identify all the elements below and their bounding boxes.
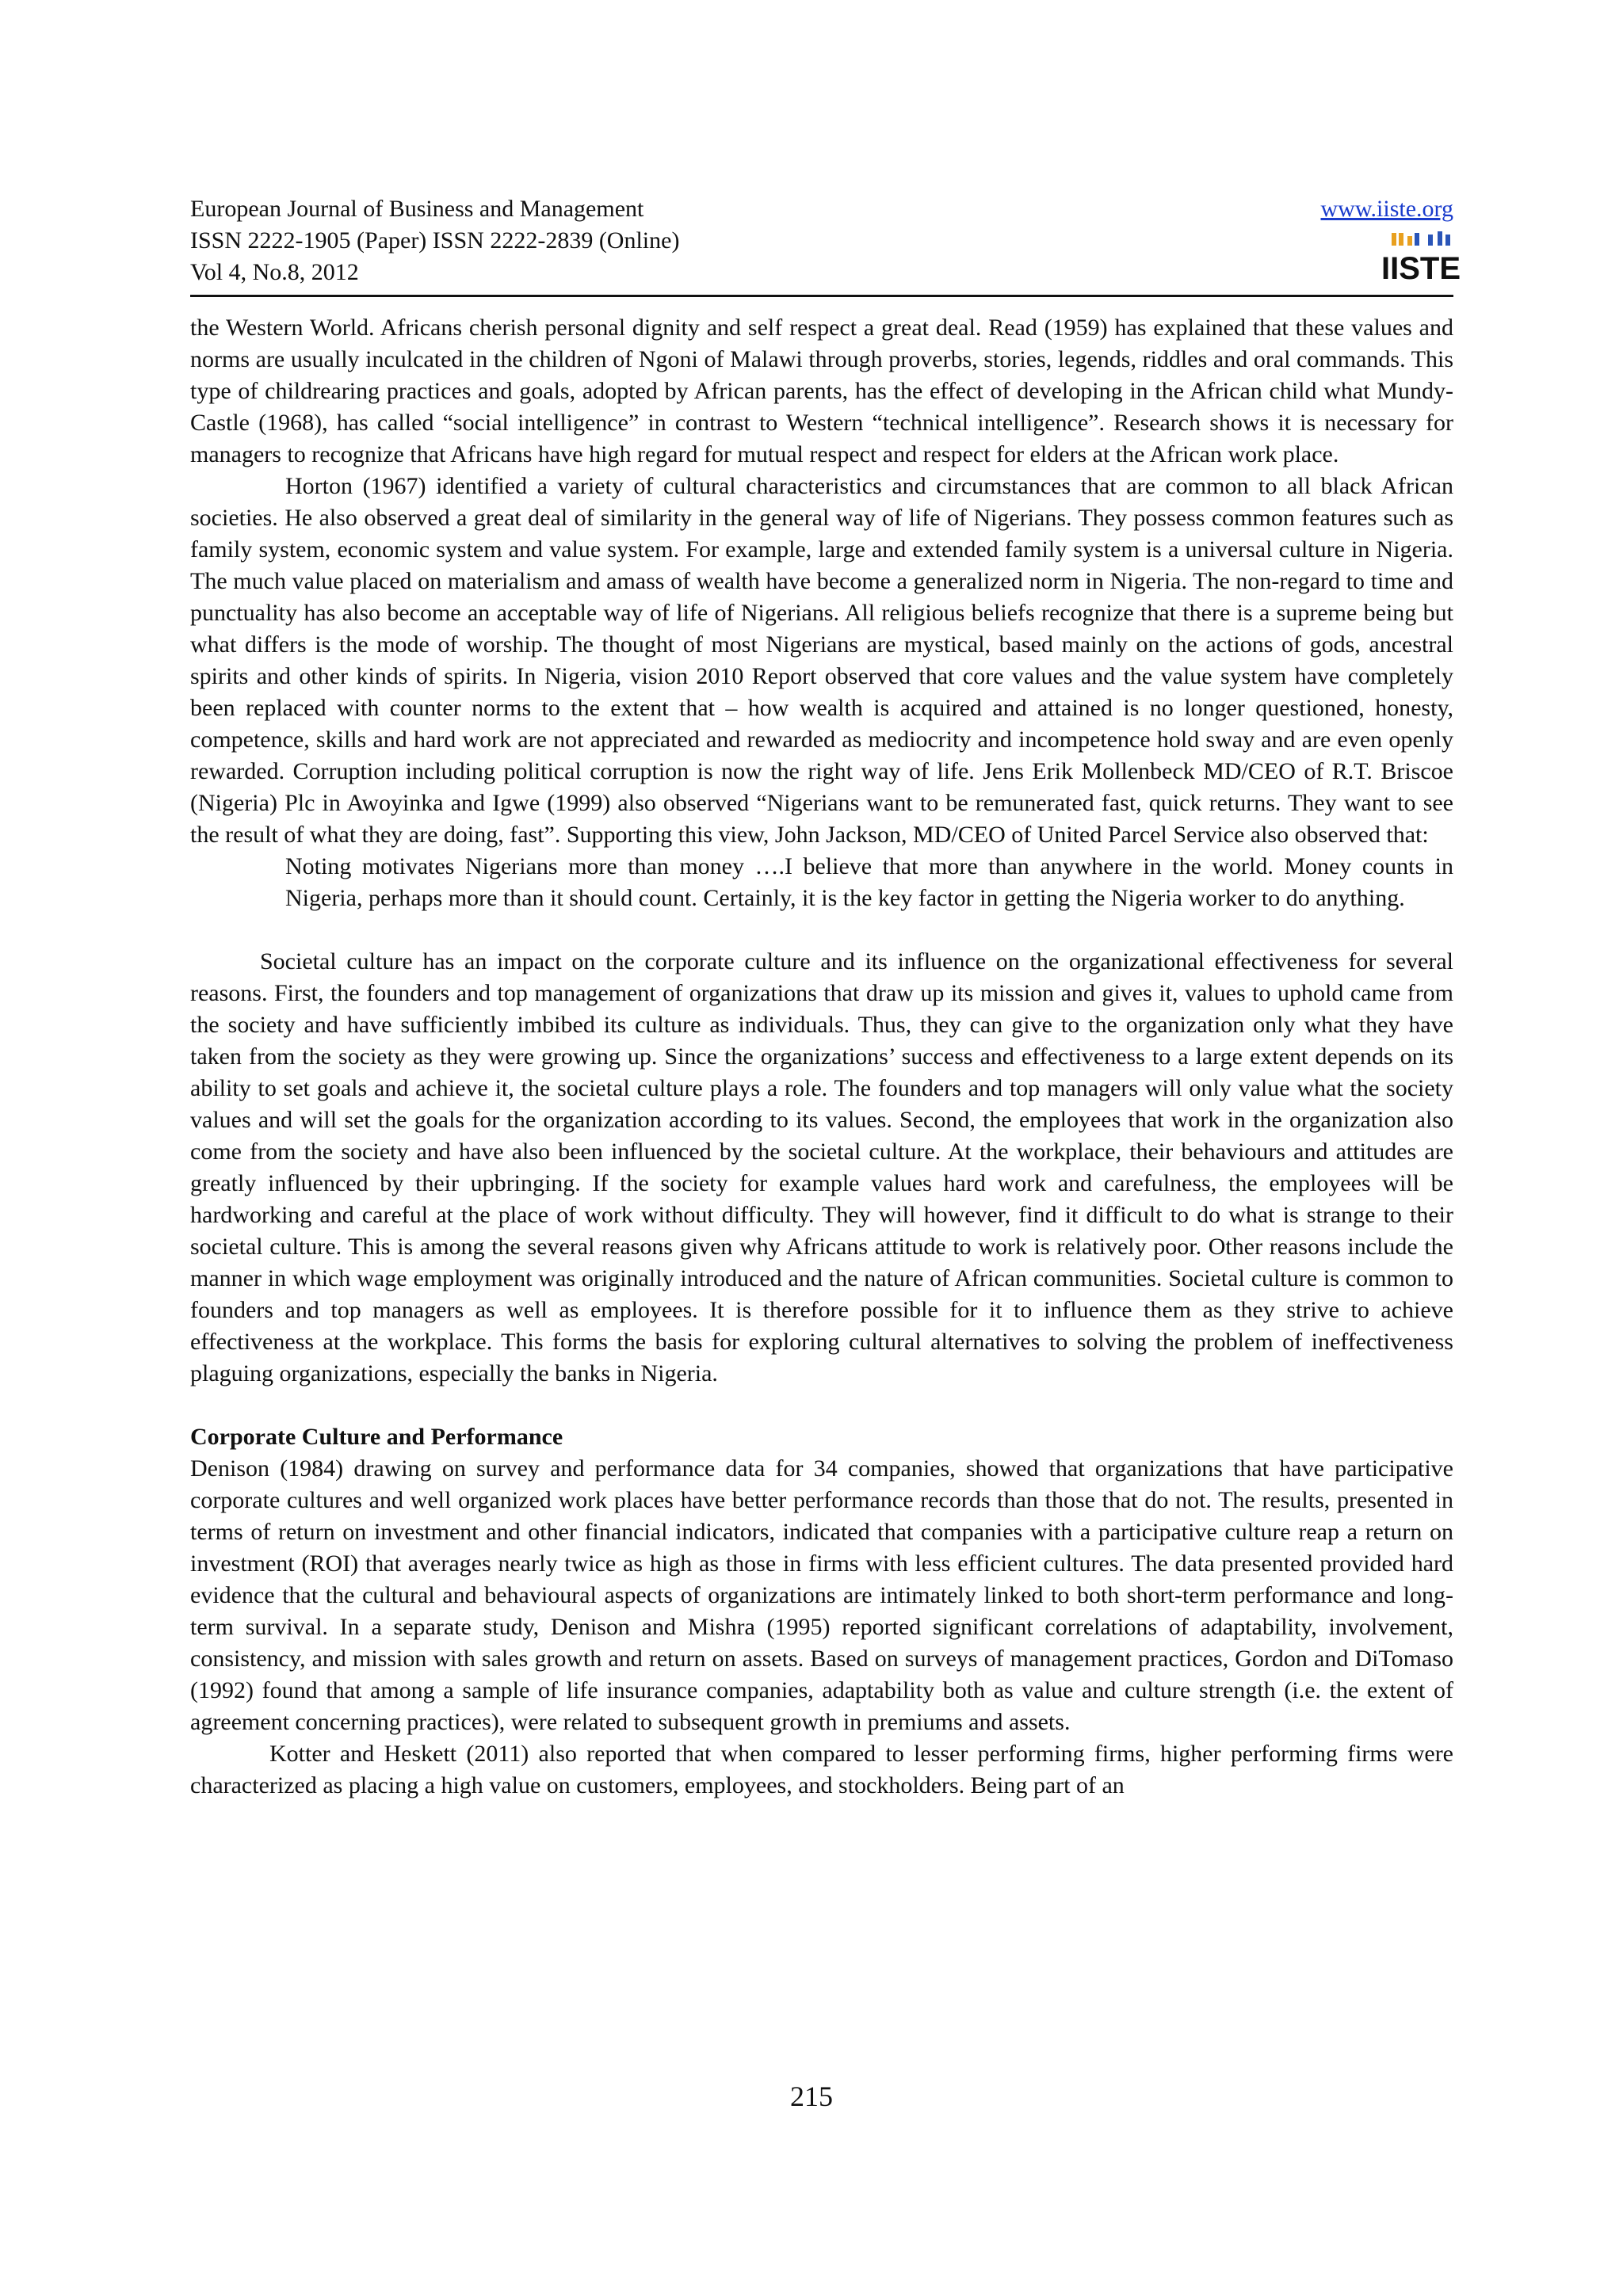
paragraph-gap [190,1390,1453,1421]
paragraph-denison: Denison (1984) drawing on survey and performance data for 34 companies, showed that organizations that have participative corporate cultures and well organized work places have better performance records than those that do not. The results, presented in terms of return on investment and other financial indicators, indicated that companies with a participative culture reap a return on investment (ROI) that averages nearly twice as high as those in firms with less efficient cultures. The data presented provided hard evidence that the cultural and behavioural aspects of organizations are intimately linked to both short-term performance and long-term survival. In a separate study, Denison and Mishra (1995) reported significant correlations of adaptability, involvement, consistency, and mission with sales growth and return on assets. Based on surveys of management practices, Gordon and DiTomaso (1992) found that among a sample of life insurance companies, adaptability both as value and culture strength (i.e. the extent of agreement concerning practices), were related to subsequent growth in premiums and assets. [190,1455,1453,1735]
paragraph-horton: Horton (1967) identified a variety of cultural characteristics and circumstances that are common to all black African societies. He also observed a great deal of similarity in the general way of life of Nigerians. They possess common features such as family system, economic system and value system. For example, large and extended family system is a universal culture in Nigeria. The much value placed on materialism and amass of wealth have become a generalized norm in Nigeria. The non-regard to time and punctuality has also become an acceptable way of life of Nigerians. All religious beliefs recognize that there is a supreme being but what differs is the mode of worship. The thought of most Nigerians are mystical, based mainly on the actions of gods, ancestral spirits and other kinds of spirits. In Nigeria, vision 2010 Report observed that core values and the value system have completely been replaced with counter norms to the extent that – how wealth is acquired and attained is no longer questioned, honesty, competence, skills and hard work are not appreciated and rewarded as mediocrity and incompetence hold sway and are even openly rewarded. Corruption including political corruption is now the right way of life. Jens Erik Mollenbeck MD/CEO of R.T. Briscoe (Nigeria) Plc in Awoyinka and Igwe (1999) also observed “Nigerians want to be remunerated fast, quick returns. They want to see the result of what they are doing, fast”. Supporting this view, John Jackson, MD/CEO of United Parcel Service also observed that: [190,473,1453,848]
paragraph-societal-culture: Societal culture has an impact on the corporate culture and its influence on the organizational effectiveness for several reasons. First, the founders and top management of organizations that draw up its mission and gives it, values to uphold came from the society and have sufficiently imbibed its culture as individuals. Thus, they can give to the organization only what they have taken from the society as they were growing up. Since the organizations’ success and effectiveness to a large extent depends on its ability to set goals and achieve it, the societal culture plays a role. The founders and top managers will only value what the society values and will set the goals for the organization according to its values. Second, the employees that work in the organization also come from the society and have also been influenced by the societal culture. At the workplace, their behaviours and attitudes are greatly influenced by their upbringing. If the society for example values hard work and carefulness, the employees will be hardworking and careful at the place of work without difficulty. They will however, find it difficult to do what is strange to their societal culture. This is among the several reasons given why Africans attitude to work is relatively poor. Other reasons include the manner in which wage employment was originally introduced and the nature of African communities. Societal culture is common to founders and top managers as well as employees. It is therefore possible for it to influence them as they strive to achieve effectiveness at the workplace. This forms the basis for exploring cultural alternatives to solving the problem of ineffectiveness plaguing organizations, especially the banks in Nigeria. [190,948,1453,1386]
logo-bars [1392,231,1450,246]
section-heading: Corporate Culture and Performance [190,1424,563,1450]
paragraph-kotter-heskett: Kotter and Heskett (2011) also reported that when compared to lesser performing firms, higher performing firms were characterized as placing a high value on customers, employees, and stockholders. Being part of an [190,1741,1453,1798]
journal-info [190,193,679,288]
logo-wordmark: IISTE [1381,251,1461,286]
iiste-logo-icon [1381,230,1461,286]
journal-issn: ISSN 2222-1905 (Paper) ISSN 2222-2839 (Online) [190,227,680,254]
block-quote: Noting motivates Nigerians more than money ….I believe that more than anywhere in the world. Money counts in Nigeria, perhaps more than it should count. Certainly, it is the key factor in getting the Nigeria worker to do anything. [285,853,1453,911]
paragraph-gap [190,914,1453,946]
page-header [190,193,1461,288]
article-body [190,312,1453,1802]
header-rule [190,295,1453,297]
journal-volume: Vol 4, No.8, 2012 [190,259,359,285]
page-number: 215 [790,2081,833,2112]
journal-title: European Journal of Business and Management [190,196,644,222]
paragraph-western-world: the Western World. Africans cherish personal dignity and self respect a great deal. Read (1959) has explained that these values and norms are usually inculcated in the children of Ngoni of Malawi through proverbs, stories, legends, riddles and oral commands. This type of childrearing practices and goals, adopted by African parents, has the effect of developing in the African child what Mundy-Castle (1968), has called “social intelligence” in contrast to Western “technical intelligence”. Research shows it is necessary for managers to recognize that Africans have high regard for mutual respect and respect for elders at the African work place. [190,315,1453,467]
journal-website-link[interactable]: www.iiste.org [1320,196,1453,222]
